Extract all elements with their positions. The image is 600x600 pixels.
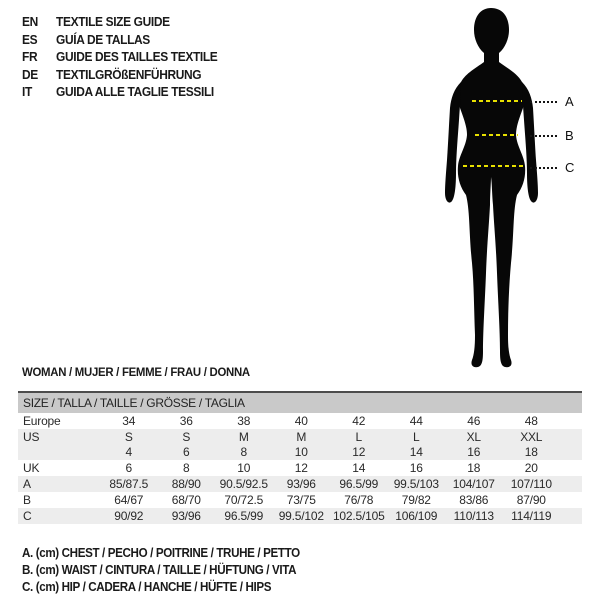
table-row bbox=[18, 460, 582, 476]
section-title: WOMAN / MUJER / FEMME / FRAU / DONNA bbox=[22, 365, 250, 379]
size-cell: 18 bbox=[467, 461, 481, 476]
language-title: GUIDE DES TAILLES TEXTILE bbox=[56, 49, 218, 64]
size-cell: 36 bbox=[179, 413, 193, 428]
silhouette-shape bbox=[445, 8, 538, 367]
table-row bbox=[18, 508, 582, 524]
table-row bbox=[18, 445, 582, 461]
size-cell: M bbox=[296, 429, 307, 444]
language-title: GUÍA DE TALLAS bbox=[56, 31, 150, 47]
size-cell: 20 bbox=[524, 461, 538, 476]
size-cell: 12 bbox=[352, 445, 366, 460]
size-cell: M bbox=[238, 429, 249, 444]
language-title-list bbox=[22, 13, 234, 101]
size-cell: 93/96 bbox=[171, 508, 201, 523]
size-cell: 79/82 bbox=[401, 492, 431, 507]
language-code: ES bbox=[22, 31, 38, 47]
size-cell: S bbox=[124, 429, 133, 444]
size-cell: 93/96 bbox=[286, 477, 316, 492]
table-row bbox=[18, 429, 582, 445]
size-cell: L bbox=[355, 429, 362, 444]
size-cell: L bbox=[413, 429, 420, 444]
row-label: B bbox=[23, 492, 31, 507]
table-row bbox=[18, 476, 582, 492]
measure-leader-c bbox=[530, 167, 557, 169]
language-code: DE bbox=[22, 66, 38, 82]
size-cell: 90/92 bbox=[114, 508, 144, 523]
measurement-legend bbox=[22, 545, 321, 597]
table-body bbox=[18, 413, 582, 524]
size-cell: 104/107 bbox=[452, 477, 495, 492]
measure-label-a: A bbox=[565, 94, 574, 109]
size-cell: 87/90 bbox=[516, 492, 546, 507]
woman-silhouette-figure bbox=[440, 5, 600, 373]
size-cell: 90.5/92.5 bbox=[219, 477, 268, 492]
size-cell: 70/72.5 bbox=[224, 492, 264, 507]
woman-silhouette bbox=[440, 5, 550, 370]
size-cell: 12 bbox=[294, 461, 308, 476]
table-header: SIZE / TALLA / TAILLE / GRÖSSE / TAGLIA bbox=[18, 393, 582, 413]
language-code: EN bbox=[22, 14, 38, 29]
size-cell: 16 bbox=[409, 461, 423, 476]
size-cell: 14 bbox=[352, 461, 366, 476]
size-cell: 110/113 bbox=[453, 508, 494, 523]
size-cell: 102.5/105 bbox=[332, 508, 385, 523]
size-cell: 10 bbox=[237, 461, 251, 476]
measure-leader-b bbox=[530, 135, 557, 137]
size-cell: 85/87.5 bbox=[109, 477, 149, 492]
size-cell: 48 bbox=[524, 413, 538, 428]
measure-leader-a bbox=[530, 101, 557, 103]
size-cell: 44 bbox=[409, 413, 423, 428]
size-cell: 106/109 bbox=[395, 508, 438, 523]
language-title: GUIDA ALLE TAGLIE TESSILI bbox=[56, 84, 214, 99]
size-cell: 114/119 bbox=[511, 508, 552, 523]
size-cell: 10 bbox=[294, 445, 308, 460]
size-cell: 14 bbox=[409, 445, 423, 460]
size-cell: 38 bbox=[237, 413, 251, 428]
size-cell: 76/78 bbox=[344, 492, 374, 507]
size-cell: 96.5/99 bbox=[339, 477, 379, 492]
size-cell: 40 bbox=[294, 413, 308, 428]
row-label: US bbox=[23, 429, 40, 444]
legend-line: B. (cm) WAIST / CINTURA / TAILLE / HÜFTUNG / VITA bbox=[22, 563, 297, 578]
size-cell: 64/67 bbox=[114, 492, 144, 507]
measure-label-b: B bbox=[565, 128, 574, 143]
size-cell: 99.5/103 bbox=[393, 477, 439, 492]
size-cell: S bbox=[182, 429, 191, 444]
size-cell: XXL bbox=[520, 429, 543, 444]
language-row bbox=[22, 66, 217, 84]
row-label: UK bbox=[23, 461, 40, 476]
language-row bbox=[22, 48, 217, 66]
language-row bbox=[22, 83, 217, 101]
size-cell: 83/86 bbox=[459, 492, 489, 507]
row-label: C bbox=[23, 508, 32, 523]
row-label: Europe bbox=[23, 413, 61, 428]
legend-line: A. (cm) CHEST / PECHO / POITRINE / TRUHE / PETTO bbox=[22, 546, 300, 560]
table-row bbox=[18, 413, 582, 429]
measure-label-c: C bbox=[565, 160, 575, 175]
size-table bbox=[18, 391, 582, 524]
language-code: FR bbox=[22, 49, 38, 64]
legend-line: C. (cm) HIP / CADERA / HANCHE / HÜFTE / HIPS bbox=[22, 580, 272, 595]
language-row bbox=[22, 31, 217, 49]
language-row bbox=[22, 13, 217, 31]
size-cell: 8 bbox=[240, 445, 247, 460]
language-title: TEXTILGRÖßENFÜHRUNG bbox=[56, 66, 202, 82]
size-cell: 6 bbox=[183, 445, 190, 460]
language-code: IT bbox=[22, 84, 32, 99]
size-cell: 34 bbox=[122, 413, 136, 428]
size-cell: 88/90 bbox=[171, 477, 201, 492]
size-cell: 99.5/102 bbox=[278, 508, 324, 523]
size-cell: 4 bbox=[125, 445, 132, 460]
size-cell: 42 bbox=[352, 413, 366, 428]
size-cell: 96.5/99 bbox=[224, 508, 264, 523]
size-cell: 16 bbox=[467, 445, 481, 460]
size-cell: 6 bbox=[125, 461, 132, 476]
size-cell: 68/70 bbox=[171, 492, 201, 507]
size-cell: 46 bbox=[467, 413, 481, 428]
table-row bbox=[18, 492, 582, 508]
size-cell: 107/110 bbox=[510, 477, 552, 492]
size-cell: 73/75 bbox=[286, 492, 316, 507]
size-cell: XL bbox=[466, 429, 481, 444]
language-title: TEXTILE SIZE GUIDE bbox=[56, 14, 170, 29]
size-cell: 8 bbox=[183, 461, 190, 476]
row-label: A bbox=[23, 477, 31, 492]
size-cell: 18 bbox=[524, 445, 538, 460]
